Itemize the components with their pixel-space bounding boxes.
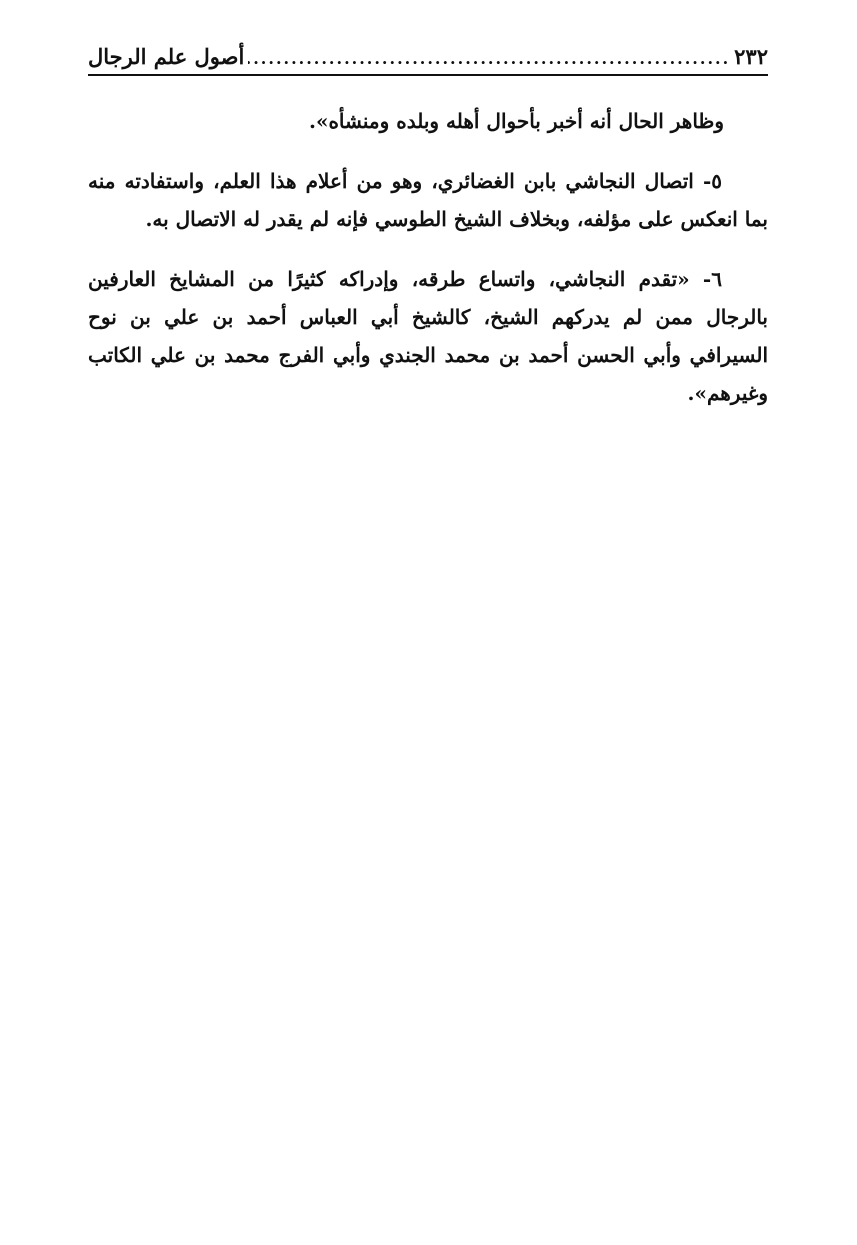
paragraph-item-5: ٥- اتصال النجاشي بابن الغضائري، وهو من أعلام هذا العلم، واستفادته منه بما انعكس على مؤلفه، وبخلاف الشيخ الطوسي فإنه لم يقدر له الاتصال به. bbox=[88, 169, 768, 231]
running-title: أصول علم الرجال bbox=[88, 43, 245, 69]
page-header bbox=[88, 38, 768, 76]
page-body bbox=[88, 102, 768, 412]
page-number: ٢٣٢ bbox=[734, 43, 768, 69]
header-leader-dots bbox=[248, 45, 730, 67]
paragraph-item-6: ٦- «تقدم النجاشي، واتساع طرقه، وإدراكه كثيرًا من المشايخ العارفين بالرجال ممن لم يدركهم الشيخ، كالشيخ أبي العباس أحمد بن علي بن نوح السيرافي وأبي الحسن أحمد بن محمد الجندي وأبي الفرج محمد بن علي الكاتب وغيرهم». bbox=[88, 267, 768, 405]
paragraph-continuation: وظاهر الحال أنه أخبر بأحوال أهله وبلده ومنشأه». bbox=[308, 109, 724, 133]
